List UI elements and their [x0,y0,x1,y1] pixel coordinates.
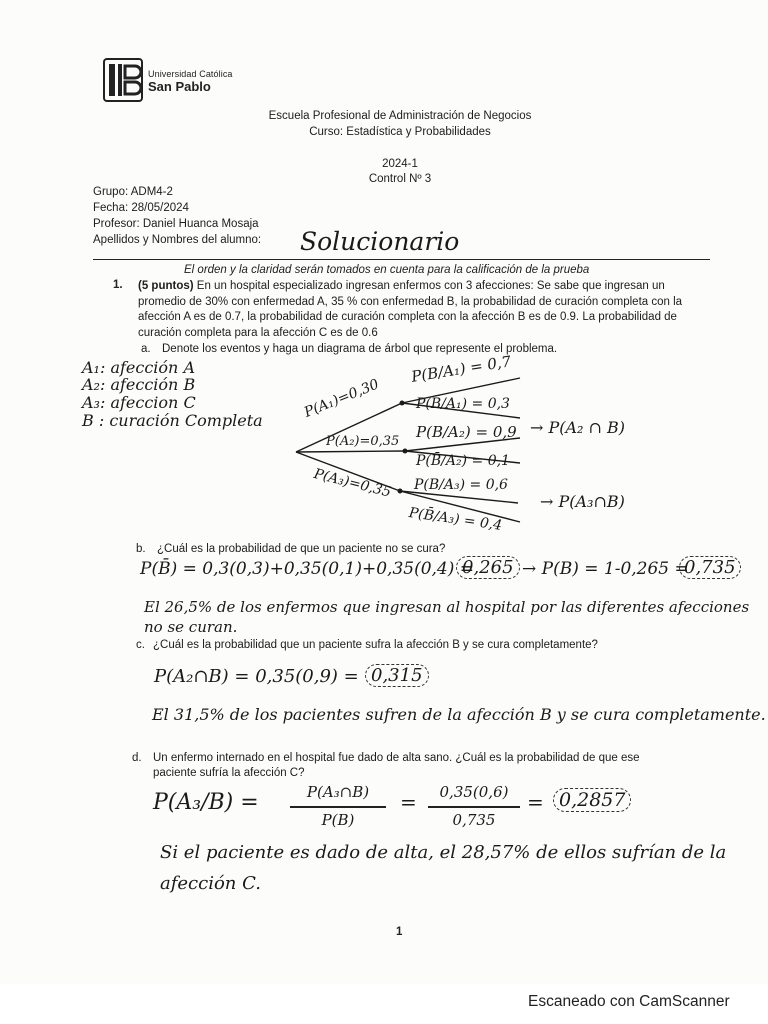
tree-label-b-a3: P(B/A₃) = 0,6 [414,477,508,493]
part-d-text-2: paciente sufría la afección C? [153,767,305,779]
question-text: (5 puntos) En un hospital especializado ingresan enfermos con 3 afecciones: Se sabe que ingresan un promedio de 30% con enfermedad A, 35 % con enfermedad B, la probabilidad de curación completa con la afección A es de 0.7, la probabilidad de curación completa con la afección B es de 0.9. La probabilidad de curación completa para la afección C es de 0.6 [138,280,683,339]
professor: Profesor: Daniel Huanca Mosaja [93,218,259,230]
part-d-result: 0,2857 [553,788,631,812]
part-b-result2: 0,735 [679,556,741,579]
event-a1: A₁: afección A [82,358,195,377]
tree-label-nb-a1: P(B̄/A₁) = 0,3 [416,396,510,412]
scanner-watermark: Escaneado con CamScanner [528,993,730,1010]
exam-title: Control Nº 3 [368,173,432,185]
tree-label-a1: P(A₁)=0,30 [302,376,382,421]
part-d-eq1: = [400,790,417,814]
tree-label-nb-a2: P(B̄/A₂) = 0,1 [416,453,510,469]
part-d-frac1-num: P(A₃∩B) [306,783,370,801]
tree-label-a3: P(A₃)=0,35 [312,466,393,501]
tree-label-b-a2: P(B/A₂) = 0,9 [416,423,517,441]
part-c-text: ¿Cuál es la probabilidad que un paciente sufra la afección B y se cura completamente? [153,639,598,651]
event-a2: A₂: afección B [82,375,196,394]
school-name: Escuela Profesional de Administración de Negocios [268,110,532,122]
part-d-frac2-bar [428,806,520,808]
event-b: B : curación Completa [82,411,263,430]
part-c-conclusion: El 31,5% de los pacientes sufren de la afección B y se cura completamente. [152,705,766,724]
part-b-text: ¿Cuál es la probabilidad de que un paciente no se cura? [157,543,446,555]
part-c-result: 0,315 [365,664,429,687]
part-d-frac2-den: 0,735 [452,811,496,829]
part-d-eq2: = [527,790,544,814]
part-d-frac1-den: P(B) [321,811,355,829]
part-b-label: b. [136,543,146,555]
logo-line1: Universidad Católica [148,69,233,79]
part-d-conclusion-2: afección C. [160,873,261,894]
event-a3: A₃: afeccion C [82,393,196,412]
part-d-frac2-num: 0,35(0,6) [439,783,509,801]
part-d-frac1-bar [290,806,386,808]
page-number: 1 [396,926,403,938]
part-c-label: c. [136,639,145,651]
part-b-formula: P(B̄) = 0,3(0,3)+0,35(0,1)+0,35(0,4) = [140,559,475,579]
tree-label-a2: P(A₂)=0,35 [326,434,400,449]
part-a-label: a. [141,343,151,355]
part-c-formula: P(A₂∩B) = 0,35(0,9) = [154,666,359,687]
part-d-label: d. [132,752,142,764]
tree-out-a3: → P(A₃∩B) [540,492,625,511]
period: 2024-1 [382,158,418,170]
tree-label-b-a1: P(B/A₁) = 0,7 [410,352,513,386]
question-number: 1. [113,279,123,291]
course-name: Curso: Estadística y Probabilidades [309,126,491,138]
tree-out-a2: → P(A₂ ∩ B) [530,418,626,437]
student-value: Solucionario [300,227,460,256]
tree-label-nb-a3: P(B̄/A₃) = 0,4 [407,505,504,534]
part-a-text: Denote los eventos y haga un diagrama de árbol que represente el problema. [162,343,558,355]
part-d-lhs: P(A₃/B) = [153,790,259,815]
part-b-conclusion-1: El 26,5% de los enfermos que ingresan al hospital por las diferentes afecciones [144,598,750,616]
logo-line2: San Pablo [148,79,211,94]
part-b-conclusion-2: no se curan. [144,618,238,636]
instructions-note: El orden y la claridad serán tomados en cuenta para la calificación de la prueba [184,264,590,276]
part-b-result: 0,265 [456,556,520,579]
part-b-formula2: → P(B) = 1-0,265 = [522,559,689,579]
group: Grupo: ADM4-2 [93,186,173,198]
part-d-text-1: Un enfermo internado en el hospital fue dado de alta sano. ¿Cuál es la probabilidad de que ese [153,752,640,764]
student-label: Apellidos y Nombres del alumno: [93,234,262,246]
part-d-conclusion-1: Si el paciente es dado de alta, el 28,57% de ellos sufrían de la [160,842,727,863]
date: Fecha: 28/05/2024 [93,202,189,214]
